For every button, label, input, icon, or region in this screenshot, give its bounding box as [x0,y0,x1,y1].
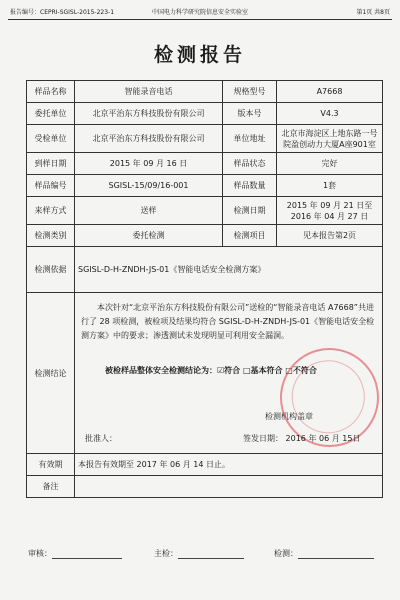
chief-label: 主检： [154,549,178,558]
report-title: 检测报告 [153,44,246,66]
address-value: 北京市海淀区上地东路一号院盈创动力大厦A座901室 [277,125,383,153]
tester-signature [274,548,374,559]
page-header [10,4,390,18]
conclusion-text: 本次针对“北京平治东方科技股份有限公司”送检的“智能录音电话 A7668”共进行了 28 项检测，被检项及结果均符合 SGISL-D-H-ZNDH-JS-01《智能电话安全检测方案》中的要求；渗透测试未发现明显可利用安全漏洞。 [81,303,375,340]
row-test-type [27,225,383,247]
row-delivery [27,197,383,225]
row-conclusion [27,293,383,454]
receiver-value: 北京平治东方科技股份有限公司 [75,125,223,153]
sample-state-value: 完好 [277,153,383,175]
validity-label: 有效期 [27,454,75,476]
conclusion-result: 被检样品整体安全检测结论为：☑符合 □基本符合 □不符合 [105,366,317,375]
test-type-label: 检测类别 [27,225,75,247]
sign-date: 签发日期： 2016 年 06 月 15日 [243,434,361,443]
basis-value: SGISL-D-H-ZNDH-JS-01《智能电话安全检测方案》 [75,247,383,293]
header-divider [8,19,392,20]
test-items-label: 检测项目 [223,225,277,247]
sample-name-label: 样品名称 [27,81,75,103]
signature-footer [28,548,380,568]
test-date-value [277,197,383,225]
client-label: 委托单位 [27,103,75,125]
row-receiver [27,125,383,153]
model-label: 规格型号 [223,81,277,103]
delivery-label: 来样方式 [27,197,75,225]
version-value: V4.3 [277,103,383,125]
reviewer-line [52,558,122,559]
sample-state-label: 样品状态 [223,153,277,175]
test-type-value: 委托检测 [75,225,223,247]
model-value: A7668 [277,81,383,103]
remark-label: 备注 [27,476,75,498]
test-date-end: 2016 年 04 月 27 日 [290,211,369,221]
tester-label: 检测： [274,549,298,558]
conclusion-label: 检测结论 [27,293,75,454]
row-remark [27,476,383,498]
row-sample-no [27,175,383,197]
conclusion-cell [75,293,383,454]
sample-name-value: 智能录音电话 [75,81,223,103]
client-value: 北京平治东方科技股份有限公司 [75,103,223,125]
basis-label: 检测依据 [27,247,75,293]
chief-line [178,558,244,559]
report-number: 报告编号：CEPRI-SGISL-2015-223-1 [10,9,115,16]
test-date-start: 2015 年 09 月 21 日至 [286,200,373,210]
stamp-inner-ring [284,352,373,441]
row-arrival [27,153,383,175]
test-date-label: 检测日期 [223,197,277,225]
reviewer-signature [28,548,122,559]
organization-name: 中国电力科学研究院信息安全实验室 [151,9,248,16]
sample-qty-value: 1套 [277,175,383,197]
row-basis [27,247,383,293]
report-table [26,80,383,498]
tester-line [298,558,374,559]
arrival-label: 到样日期 [27,153,75,175]
reviewer-label: 审核： [28,549,52,558]
arrival-value: 2015 年 09 月 16 日 [75,153,223,175]
conclusion-body [75,293,382,453]
row-sample-name [27,81,383,103]
sample-no-value: SGISL-15/09/16-001 [75,175,223,197]
chief-signature [154,548,244,559]
row-client [27,103,383,125]
sample-no-label: 样品编号 [27,175,75,197]
sample-qty-label: 样品数量 [223,175,277,197]
validity-value: 本报告有效期至 2017 年 06 月 14 日止。 [75,454,383,476]
delivery-value: 送样 [75,197,223,225]
remark-value [75,476,383,498]
receiver-label: 受检单位 [27,125,75,153]
version-label: 版本号 [223,103,277,125]
address-label: 单位地址 [223,125,277,153]
test-items-value: 见本报告第2页 [277,225,383,247]
approver-label: 批准人： [85,434,117,443]
seal-label: 检测机构盖章 [265,412,313,421]
row-validity [27,454,383,476]
page-number: 第1页 共8页 [356,9,390,16]
